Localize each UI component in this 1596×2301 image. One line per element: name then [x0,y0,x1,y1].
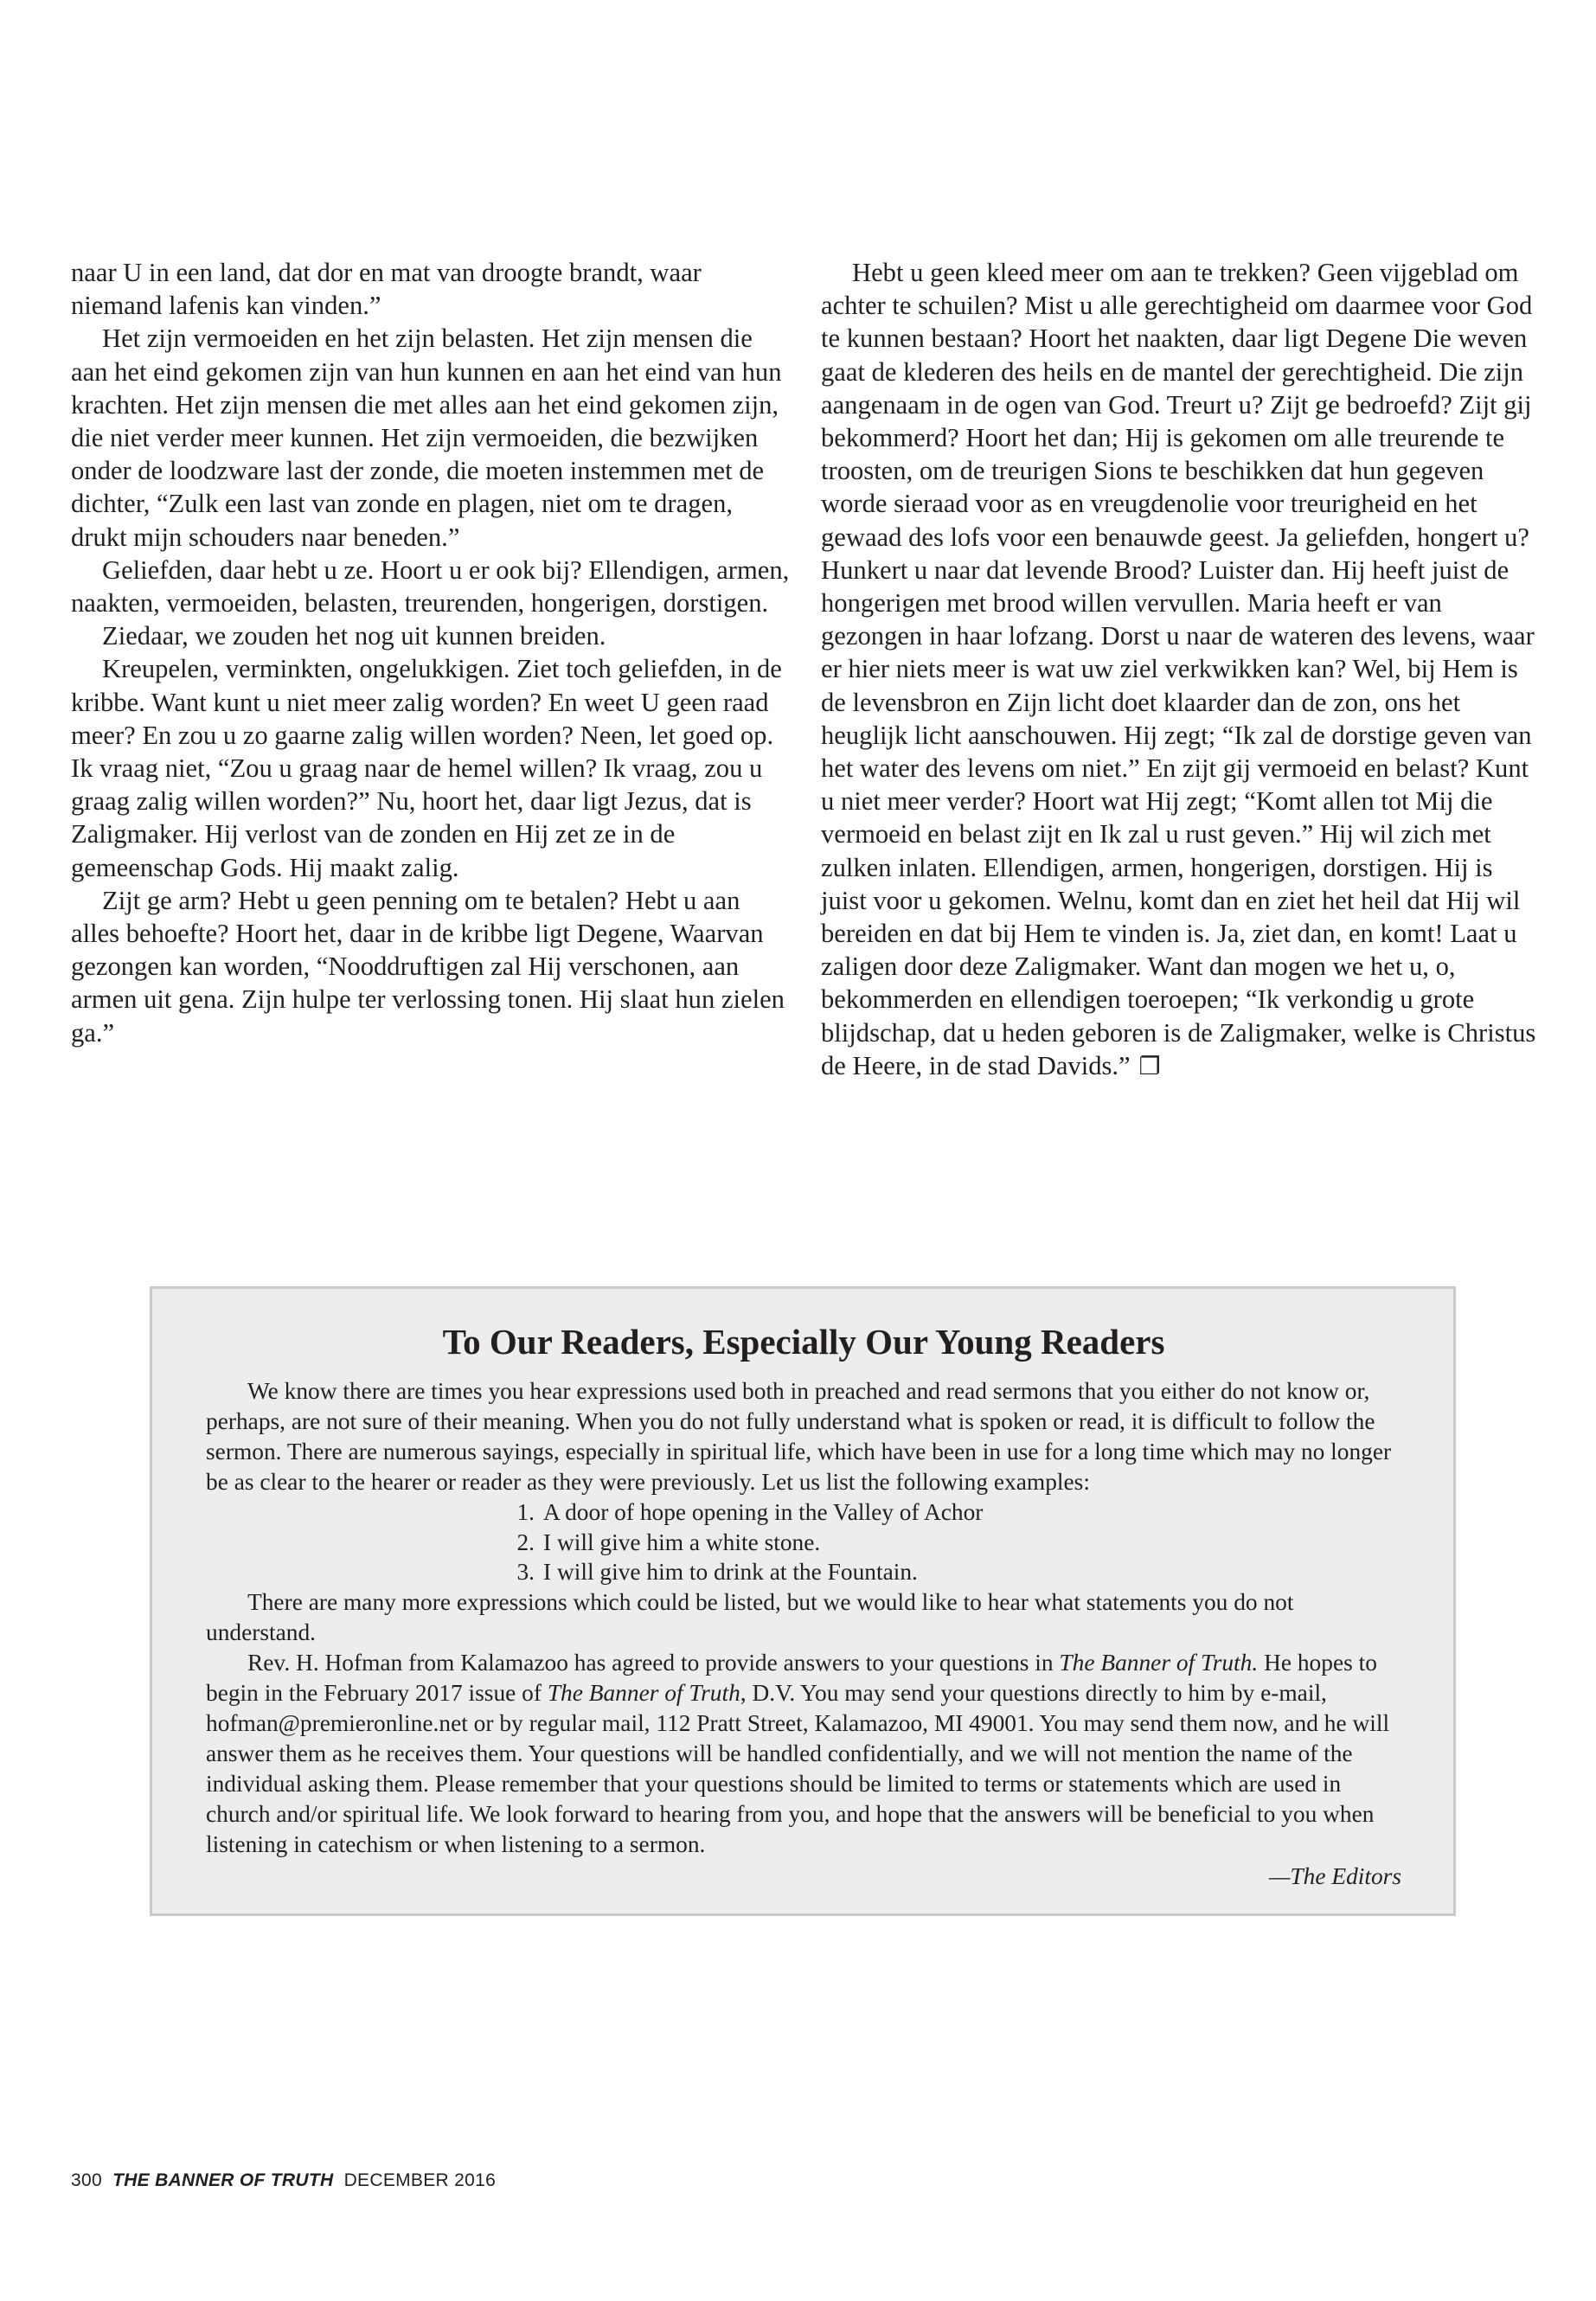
list-item [206,1557,1401,1587]
end-of-article-icon: ❐ [1138,1051,1161,1080]
magazine-name: THE BANNER OF TRUTH [112,2170,334,2190]
text-run: He hopes to begin in the February 2017 issue of [206,1650,1377,1707]
list-number: 1. [516,1498,535,1525]
paragraph [821,256,1541,1083]
list-item [206,1497,1401,1528]
list-text: A door of hope opening in the Valley of Achor [543,1498,984,1525]
article-column-right [821,256,1541,1083]
paragraph: naar U in een land, dat dor en mat van droogte brandt, waar niemand lafenis kan vinden.” [71,258,702,321]
examples-list [206,1497,1401,1588]
paragraph: Ziedaar, we zouden het nog uit kunnen breiden. [102,621,606,651]
paragraph: Het zijn vermoeiden en het zijn belasten. Het zijn mensen die aan het eind gekomen zijn van hun kunnen en aan het eind van hun krachten. Het zijn mensen die met alles aan het eind gekomen zijn, die niet verder meer kunnen. Het zijn vermoeiden, die bezwijken onder de loodzware last der zonde, die moeten instemmen met de dichter, “Zulk een last van zonde en plagen, niet om te dragen, drukt mijn schouders naar beneden.” [71,324,782,552]
paragraph: Geliefden, daar hebt u ze. Hoort u er ook bij? Ellendigen, armen, naakten, vermoeiden, belasten, treurenden, hongerigen, dorstigen. [71,554,790,619]
page-number: 300 [71,2170,102,2190]
notice-paragraph [206,1648,1401,1859]
text-run: , D.V. You may send your questions directly to him by e-mail, hofman@premieronline.net or by regular mail, 112 Pratt Street, Kalamazoo, MI 49001. You may send them now, and he will answer them as he receives them. Your questions will be handled confidentially, and we will not mention the name of the individual asking them. Please remember that your questions should be limited to terms or statements which are used in church and/or spiritual life. We look forward to hearing from you, and hope that the answers will be beneficial to you when listening in catechism or when listening to a sermon. [206,1680,1390,1857]
notice-paragraph: There are many more expressions which could be listed, but we would like to hear what statements you do not understand. [206,1589,1294,1646]
paragraph-text: Hebt u geen kleed meer om aan te trekken? Geen vijgeblad om achter te schuilen? Mist u alle gerechtigheid om daarmee voor God te kunnen bestaan? Hoort het naakten, daar ligt Degene Die weven gaat de klederen des heils en de mantel der gerechtigheid. Die zijn aangenaam in de ogen van God. Treurt u? Zijt ge bedroefd? Zijt gij bekommerd? Hoort het dan; Hij is gekomen om alle treurende te troosten, om de treurigen Sions te beschikken dat hun gegeven worde sieraad voor as en vreugdenolie voor treurigheid en het gewaad des lofs voor een benauwde geest. Ja geliefden, hongert u? Hunkert u naar dat levende Brood? Luister dan. Hij heeft juist de hongerigen met brood willen vervullen. Maria heeft er van gezongen in haar lofzang. Dorst u naar de wateren des levens, waar er hier niets meer is wat uw ziel verkwikken kan? Wel, bij Hem is de levensbron en Zijn licht doet klaarder dan de zon, ons het heuglijk licht aanschouwen. Hij zegt; “Ik zal de dorstige geven van het water des levens om niet.” En zijt gij vermoeid en belast? Kunt u niet meer verder? Hoort wat Hij zegt; “Komt allen tot Mij die vermoeid en belast zijt en Ik zal u rust geven.” Hij wil zich met zulken inlaten. Ellendigen, armen, hongerigen, dorstigen. Hij is juist voor u gekomen. Welnu, komt dan en ziet het heil dat Hij wil bereiden en dat bij Hem te vinden is. Ja, ziet dan, en komt! Laat u zaligen door deze Zaligmaker. Want dan mogen we het u, o, bekommerden en ellendigen toeroepen; “Ik verkondig u grote blijdschap, dat u heden geboren is de Zaligmaker, welke is Christus de Heere, in de stad Davids.” [821,258,1536,1080]
magazine-title: The Banner of Truth [547,1680,740,1707]
signature: —The Editors [1269,1862,1401,1889]
issue-date: DECEMBER 2016 [343,2170,497,2190]
magazine-title: The Banner of Truth. [1059,1650,1259,1676]
page-footer [71,2170,496,2191]
list-number: 2. [516,1529,535,1555]
article-column-left [71,256,791,1049]
text-run: Rev. H. Hofman from Kalamazoo has agreed to provide answers to your questions in [247,1650,1060,1676]
paragraph: Kreupelen, verminkten, ongelukkigen. Ziet toch geliefden, in de kribbe. Want kunt u niet meer zalig worden? En weet U geen raad meer? En zou u zo gaarne zalig willen worden? Neen, let goed op. Ik vraag niet, “Zou u graag naar de hemel willen? Ik vraag, zou u graag zalig willen worden?” Nu, hoort het, daar ligt Jezus, dat is Zaligmaker. Hij verlost van de zonden en Hij zet ze in de gemeenschap Gods. Hij maakt zalig. [71,654,782,882]
list-item [206,1528,1401,1558]
list-text: I will give him a white stone. [543,1529,821,1555]
notice-paragraph: We know there are times you hear expressions used both in preached and read sermons that you either do not know or, perhaps, are not sure of their meaning. When you do not fully understand what is spoken or read, it is difficult to follow the sermon. There are numerous sayings, especially in spiritual life, which have been in use for a long time which may no longer be as clear to the hearer or reader as they were previously. Let us list the following examples: [206,1378,1392,1495]
notice-body [206,1376,1401,1891]
list-text: I will give him to drink at the Fountain. [543,1559,918,1586]
paragraph: Zijt ge arm? Hebt u geen penning om te betalen? Hebt u aan alles behoefte? Hoort het, daar in de kribbe ligt Degene, Waarvan gezongen kan worden, “Nooddruftigen zal Hij verschonen, aan armen uit gena. Zijn hulpe ter verlossing tonen. Hij slaat hun zielen ga.” [71,885,785,1048]
readers-notice-box [150,1286,1456,1916]
notice-title: To Our Readers, Especially Our Young Readers [442,1322,1165,1362]
list-number: 3. [516,1559,535,1586]
